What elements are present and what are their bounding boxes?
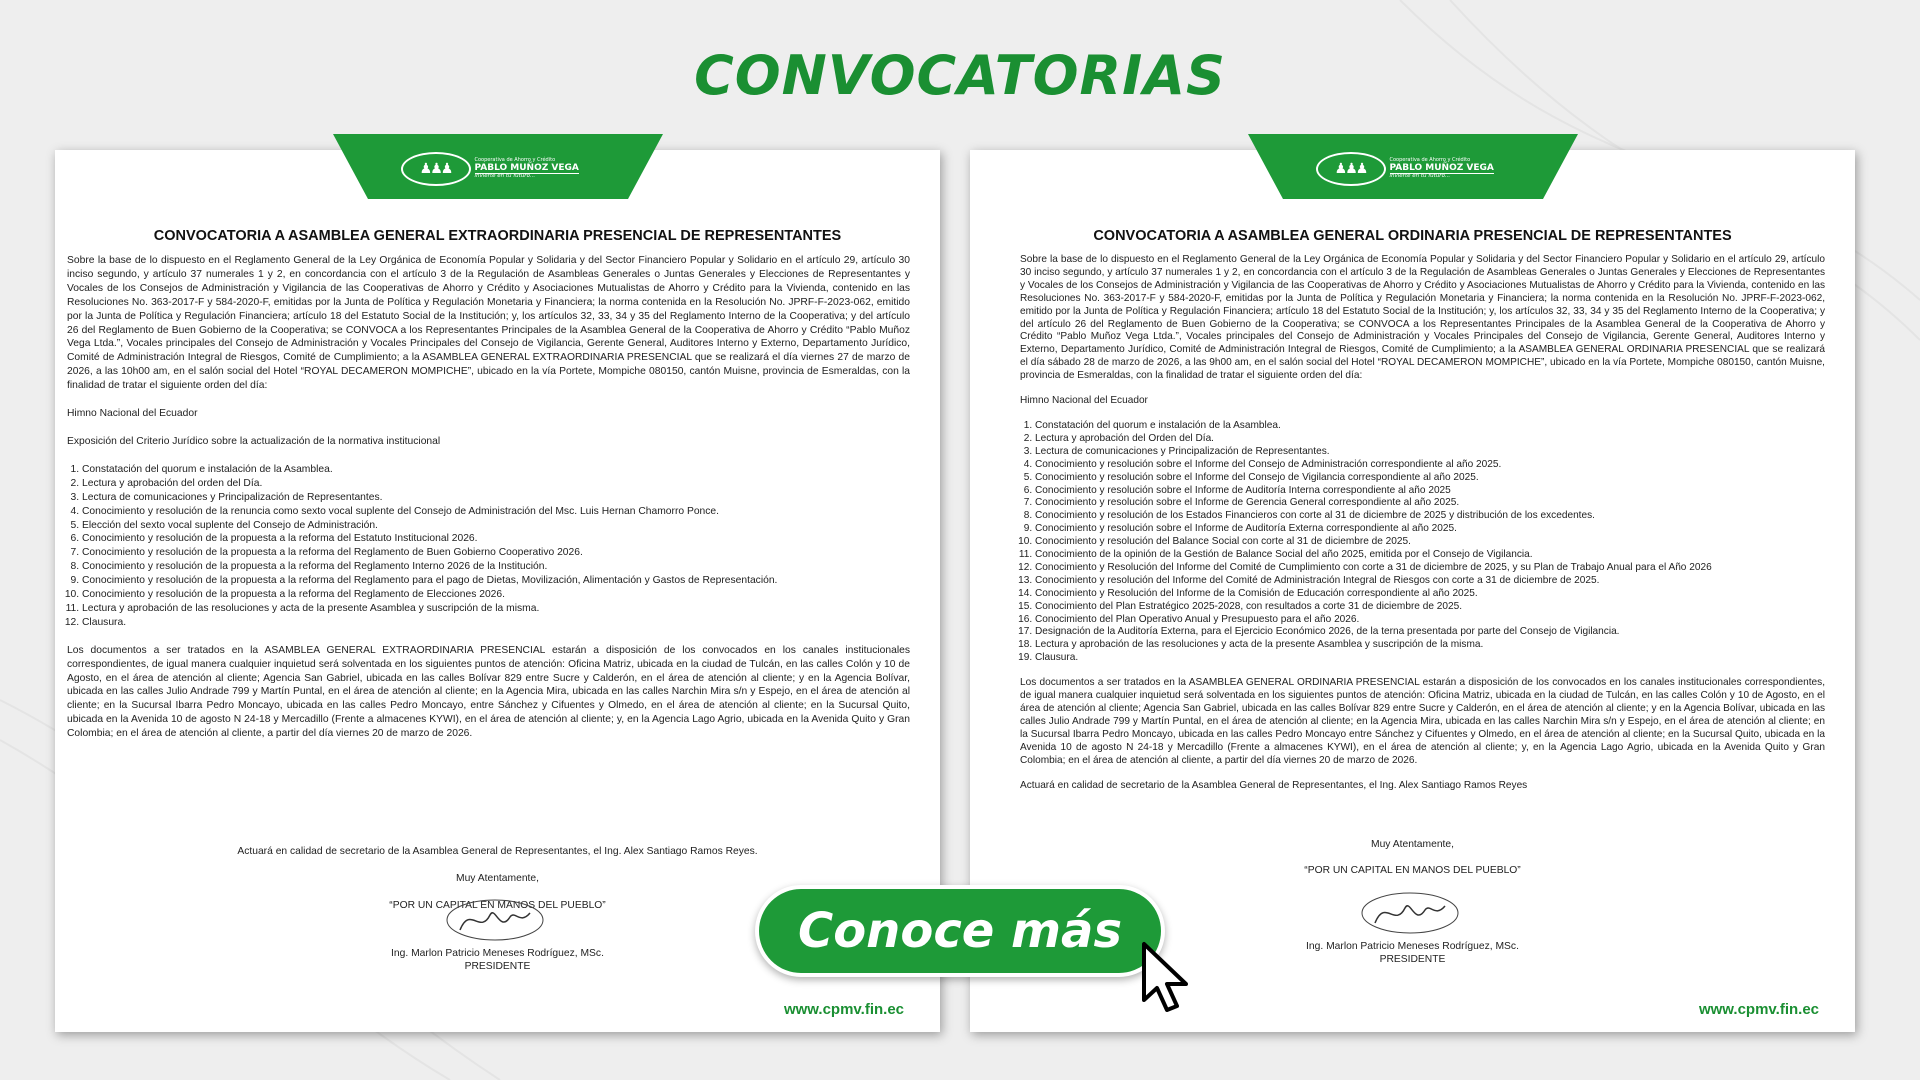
agenda-list <box>67 463 910 630</box>
closing-line: Muy Atentamente, <box>1371 839 1454 850</box>
signature-icon <box>440 895 550 945</box>
logo-banner <box>333 134 663 199</box>
agenda-item: 5. Elección del sexto vocal suplente del Consejo de Administración. <box>82 519 910 533</box>
coop-logo-icon: ♟♟♟ Cooperativa de Ahorro y Crédito PABLO MUÑOZ VEGA invierte en tu futuro... <box>401 152 579 186</box>
agenda-item: 17. Designación de la Auditoría Externa, para el Ejercicio Económico 2026, de la terna presentada por parte del Consejo de Vigilancia. <box>1035 626 1825 639</box>
signer-name: Ing. Marlon Patricio Meneses Rodríguez, MSc. <box>1306 941 1519 952</box>
motto-line: “POR UN CAPITAL EN MANOS DEL PUEBLO” <box>1304 865 1521 876</box>
cursor-arrow-icon <box>1140 940 1196 1014</box>
motto-line: “POR UN CAPITAL EN MANOS DEL PUEBLO” <box>389 900 606 911</box>
agenda-item: 9. Conocimiento y resolución sobre el Informe de Auditoría Externa correspondiente al año 2025. <box>1035 523 1825 536</box>
agenda-item: 5. Conocimiento y resolución sobre el Informe del Consejo de Vigilancia correspondiente al año 2025. <box>1035 472 1825 485</box>
agenda-item: 14. Conocimiento y Resolución del Informe de la Comisión de Educación correspondiente al año 2025. <box>1035 588 1825 601</box>
documents-paragraph: Los documentos a ser tratados en la ASAMBLEA GENERAL EXTRAORDINARIA PRESENCIAL estarán a disposición de los convocados en los canales institucionales correspondientes, de igual manera cualquier inquietud será solventada en los siguientes puntos de atención: Oficina Matriz, ubicada en la ciudad de Tulcán, en las calles Colón y 10 de Agosto, en el área de atención al cliente; Agencia San Gabriel, ubicada en las calles Bolívar 829 entre Sucre y Calderón, en el área de atención al cliente; y en la Agencia Bolívar, ubicada en las calles Julio Andrade 799 y Martín Puntal, en el área de atención al cliente; en la Agencia Mira, ubicada en las calles Narchin Mira s/n y Espejo, en el área de atención al cliente; en la Sucursal Ibarra Pedro Moncayo, ubicada en las calles Pedro Moncayo, entre Sánchez y Cifuentes y Olmedo, en el área de atención al cliente; en la Sucursal Quito, ubicada en la Avenida 10 de agosto N 24-18 y Mercadillo (Frente a almacenes KYWI), en el área de atención al cliente; y, en la Agencia Lago Agrio, ubicada en la Avenida Quito y Gran Colombia; en el área de atención al cliente, a partir del día viernes 20 de marzo de 2026. <box>67 644 910 740</box>
agenda-item: 2. Lectura y aprobación del Orden del Día. <box>1035 433 1825 446</box>
logo-tagline: invierte en tu futuro... <box>474 172 536 179</box>
agenda-item: 11. Conocimiento de la opinión de la Gestión de Balance Social del año 2025, emitida por el Consejo de Vigilancia. <box>1035 549 1825 562</box>
website-link[interactable]: www.cpmv.fin.ec <box>1698 1001 1819 1018</box>
agenda-item: 3. Lectura de comunicaciones y Principalización de Representantes. <box>82 491 910 505</box>
agenda-item: 12. Conocimiento y Resolución del Informe del Comité de Cumplimiento con corte a 31 de diciembre de 2025, y su Plan de Trabajo Anual para el Año 2026 <box>1035 562 1825 575</box>
himno-line: Himno Nacional del Ecuador <box>1020 395 1148 407</box>
agenda-item: 15. Conocimiento del Plan Estratégico 2025-2028, con resultados a corte 31 de diciembre de 2025. <box>1035 601 1825 614</box>
agenda-item: 2. Lectura y aprobación del orden del Día. <box>82 477 910 491</box>
agenda-item: 4. Conocimiento y resolución sobre el Informe del Consejo de Administración correspondiente al año 2025. <box>1035 459 1825 472</box>
logo-name: PABLO MUÑOZ VEGA <box>1389 162 1494 173</box>
agenda-item: 7. Conocimiento y resolución de la propuesta a la reforma del Reglamento de Buen Gobierno Cooperativo 2026. <box>82 546 910 560</box>
agenda-item: 8. Conocimiento y resolución de los Estados Financieros con corte al 31 de diciembre de 2025 y distribución de los excedentes. <box>1035 510 1825 523</box>
signature-icon <box>1355 888 1465 938</box>
agenda-item: 8. Conocimiento y resolución de la propuesta a la reforma del Reglamento Interno 2026 de la Institución. <box>82 560 910 574</box>
agenda-item: 1. Constatación del quorum e instalación de la Asamblea. <box>1035 420 1825 433</box>
agenda-item: 18. Lectura y aprobación de las resoluciones y acta de la presente Asamblea y suscripción de la misma. <box>1035 639 1825 652</box>
agenda-item: 4. Conocimiento y resolución de la renuncia como sexto vocal suplente del Consejo de Administración del Msc. Luis Hernan Chamorro Ponce. <box>82 505 910 519</box>
document-body <box>1020 254 1825 804</box>
agenda-item: 10. Conocimiento y resolución de la propuesta a la reforma del Reglamento de Elecciones 2026. <box>82 588 910 602</box>
agenda-list <box>1020 420 1825 665</box>
page-title: CONVOCATORIAS <box>694 44 1226 107</box>
agenda-item: 19. Clausura. <box>1035 652 1825 665</box>
agenda-item: 9. Conocimiento y resolución de la propuesta a la reforma del Reglamento para el pago de Dietas, Movilización, Alimentación y Gastos de Representación. <box>82 574 910 588</box>
signer-name: Ing. Marlon Patricio Meneses Rodríguez, MSc. <box>391 948 604 959</box>
logo-banner <box>1248 134 1578 199</box>
agenda-item: 7. Conocimiento y resolución sobre el Informe de Gerencia General correspondiente al año 2025. <box>1035 497 1825 510</box>
intro-paragraph: Sobre la base de lo dispuesto en el Reglamento General de la Ley Orgánica de Economía Popular y Solidaria y del Sector Financiero Popular y Solidario en el artículo 29, artículo 30 inciso segundo, y artículo 37 numerales 1 y 2, en concordancia con el artículo 3 de la Regulación de Asambleas Generales o Juntas Generales y Elecciones de Representantes y Vocales de los Consejos de Administración y Vigilancia de las Cooperativas de Ahorro y Crédito y Asociaciones Mutualistas de Ahorro y Crédito para la Vivienda, contenido en las Resoluciones No. 363-2017-F y 584-2020-F, emitidas por la Junta de Política y Regulación Monetaria y Financiera; la norma contenida en la Resolución No. JPRF-F-2023-062, emitido por la Junta de Política y Regulación Financiera; artículo 18 del Estatuto Social de la Institución; y, los artículos 32, 33, 34 y 35 del Reglamento Interno de la Cooperativa; y del artículo 26 del Reglamento de Buen Gobierno de la Cooperativa; se CONVOCA a los Representantes Principales de la Asamblea General de la Cooperativa de Ahorro y Crédito “Pablo Muñoz Vega Ltda.”, Vocales principales del Consejo de Administración y Vocales Principales del Consejo de Vigilancia, Gerente General, Auditores Interno y Externo, Departamento Jurídico, Comité de Administración Integral de Riesgos, Comité de Cumplimiento; a la ASAMBLEA GENERAL EXTRAORDINARIA PRESENCIAL que se realizará el día viernes 27 de marzo de 2026, a las 10h00 am, en el salón social del Hotel “ROYAL DECAMERON MOMPICHE”, ubicado en la vía Portete, Mompiche 080150, cantón Muisne, provincia de Esmeraldas, con la finalidad de tratar el siguiente orden del día: <box>67 255 910 392</box>
conoce-mas-button[interactable]: Conoce más <box>755 885 1165 977</box>
coop-logo-icon: ♟♟♟ Cooperativa de Ahorro y Crédito PABLO MUÑOZ VEGA invierte en tu futuro... <box>1316 152 1494 186</box>
logo-small-text: Cooperativa de Ahorro y Crédito <box>1389 157 1471 164</box>
signer-role: PRESIDENTE <box>1379 954 1446 965</box>
agenda-item: 3. Lectura de comunicaciones y Principalización de Representantes. <box>1035 446 1825 459</box>
logo-small-text: Cooperativa de Ahorro y Crédito <box>474 157 556 164</box>
document-title: CONVOCATORIA A ASAMBLEA GENERAL ORDINARIA PRESENCIAL DE REPRESENTANTES <box>1093 228 1732 244</box>
logo-tagline: invierte en tu futuro... <box>1389 172 1451 179</box>
agenda-item: 13. Conocimiento y resolución del Informe del Comité de Administración Integral de Riesgos con corte a 31 de diciembre de 2025. <box>1035 575 1825 588</box>
agenda-item: 11. Lectura y aprobación de las resoluciones y acta de la presente Asamblea y suscripción de la misma. <box>82 602 910 616</box>
logo-name: PABLO MUÑOZ VEGA <box>474 162 579 173</box>
exposicion-line: Exposición del Criterio Jurídico sobre la actualización de la normativa institucional <box>67 435 441 447</box>
agenda-item: 10. Conocimiento y resolución del Balance Social con corte al 31 de diciembre de 2025. <box>1035 536 1825 549</box>
closing-line: Muy Atentamente, <box>456 873 539 884</box>
agenda-item: 12. Clausura. <box>82 616 910 630</box>
secretary-line: Actuará en calidad de secretario de la Asamblea General de Representantes, el Ing. Alex Santiago Ramos Reyes <box>1020 779 1528 791</box>
signer-role: PRESIDENTE <box>464 961 531 972</box>
agenda-item: 16. Conocimiento del Plan Operativo Anual y Presupuesto para el año 2026. <box>1035 614 1825 627</box>
agenda-item: 1. Constatación del quorum e instalación de la Asamblea. <box>82 463 910 477</box>
agenda-item: 6. Conocimiento y resolución sobre el Informe de Auditoría Interna correspondiente al año 2025 <box>1035 485 1825 498</box>
himno-line: Himno Nacional del Ecuador <box>67 408 198 420</box>
documents-paragraph: Los documentos a ser tratados en la ASAMBLEA GENERAL ORDINARIA PRESENCIAL estarán a disposición de los convocados en los canales institucionales correspondientes, de igual manera cualquier inquietud será solventada en los siguientes puntos de atención: Oficina Matriz, ubicada en la ciudad de Tulcán, en las calles Colón y 10 de Agosto, en el área de atención al cliente; Agencia San Gabriel, ubicada en las calles Bolívar 829 entre Sucre y Calderón, en el área de atención al cliente; y en la Agencia Bolívar, ubicada en las calles Julio Andrade 799 y Martín Puntal, en el área de atención al cliente; en la Agencia Mira, ubicada en las calles Narchin Mira s/n y Espejo, en el área de atención al cliente; en la Sucursal Ibarra Pedro Moncayo, ubicada en las calles Pedro Moncayo entre Sánchez y Cifuentes y Olmedo, en el área de atención al cliente; en la Sucursal Quito, ubicada en la Avenida 10 de agosto N 24-18 y Mercadillo (Frente a almacenes KYWI), en el área de atención al cliente; y, en la Agencia Lago Agrio, ubicada en la Avenida Quito y Gran Colombia; en el área de atención al cliente, a partir del día viernes 20 de marzo de 2026. <box>1020 677 1825 766</box>
intro-paragraph: Sobre la base de lo dispuesto en el Reglamento General de la Ley Orgánica de Economía Popular y Solidaria y del Sector Financiero Popular y Solidario en el artículo 29, artículo 30 inciso segundo, y artículo 37 numerales 1 y 2, en concordancia con el artículo 3 de la Regulación de Asambleas Generales o Juntas Generales y Elecciones de Representantes y Vocales de los Consejos de Administración y Vigilancia de las Cooperativas de Ahorro y Crédito y Asociaciones Mutualistas de Ahorro y Crédito para la Vivienda, contenido en las Resoluciones No. 363-2017-F y 584-2020-F, emitidas por la Junta de Política y Regulación Monetaria y Financiera; la norma contenida en la Resolución No. JPRF-F-2023-062, emitido por la Junta de Política y Regulación Financiera; artículo 18 del Estatuto Social de la Institución; y, los artículos 32, 33, 34 y 35 del Reglamento Interno de la Cooperativa; y del artículo 26 del Reglamento de Buen Gobierno de la Cooperativa; se CONVOCA a los Representantes Principales de la Asamblea General de la Cooperativa de Ahorro y Crédito “Pablo Muñoz Vega Ltda.”, Vocales principales del Consejo de Administración y Vocales Principales del Consejo de Vigilancia, Gerente General, Auditores Interno y Externo, Departamento Jurídico, Comité de Administración Integral de Riesgos, Comité de Cumplimiento; a la ASAMBLEA GENERAL ORDINARIA PRESENCIAL que se realizará el día sábado 28 de marzo de 2026, a las 9h00 am, en el salón social del Hotel “ROYAL DECAMERON MOMPICHE”, ubicado en la vía Portete, Mompiche 080150, cantón Muisne, provincia de Esmeraldas, con la finalidad de tratar el siguiente orden del día: <box>1020 254 1825 382</box>
document-title: CONVOCATORIA A ASAMBLEA GENERAL EXTRAORDINARIA PRESENCIAL DE REPRESENTANTES <box>153 228 842 244</box>
document-body <box>67 254 910 755</box>
secretary-line: Actuará en calidad de secretario de la Asamblea General de Representantes, el Ing. Alex Santiago Ramos Reyes. <box>237 846 758 857</box>
agenda-item: 6. Conocimiento y resolución de la propuesta a la reforma del Estatuto Institucional 2026. <box>82 532 910 546</box>
website-link[interactable]: www.cpmv.fin.ec <box>783 1001 904 1018</box>
